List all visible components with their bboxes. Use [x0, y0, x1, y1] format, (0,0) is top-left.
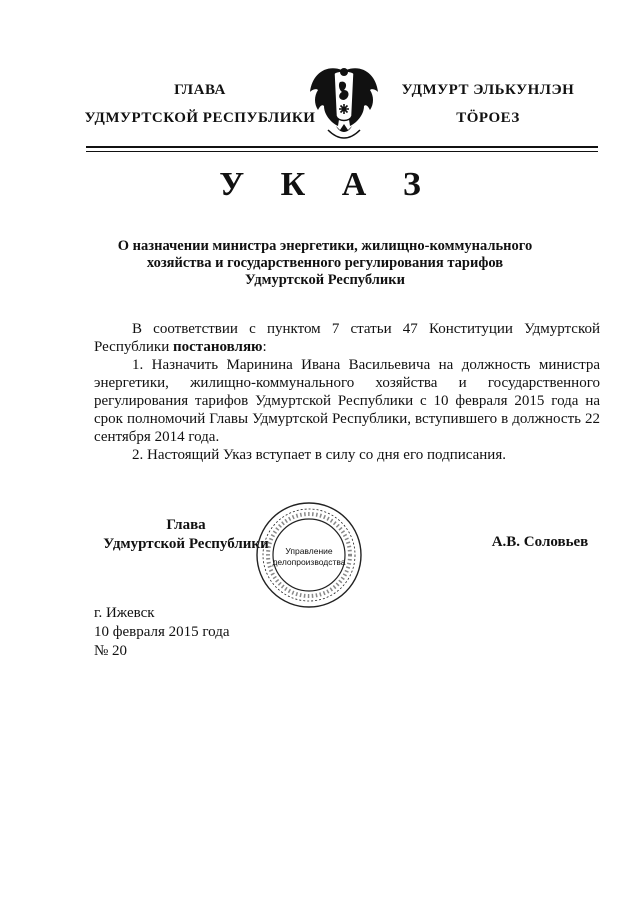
body-paragraph-2: 1. Назначить Маринина Ивана Васильевича на должность министра энергетики, жилищно-коммунального хозяйства и государственного регулирования тарифов Удмуртской Республики с 10 февраля 2015 года на срок полномочий Главы Удмуртской Республики, вступившего в должность 22 сентября 2014 года.	[94, 357, 600, 445]
stamp-inner-line2: делопроизводства	[272, 557, 346, 567]
footer-number: № 20	[94, 643, 128, 659]
subject-line1: О назначении министра энергетики, жилищно-коммунального	[117, 238, 533, 254]
signature-title-line2: Удмуртской Республики	[103, 536, 269, 552]
official-stamp	[254, 500, 364, 610]
document-footer	[94, 604, 230, 661]
footer-city: г. Ижевск	[94, 605, 155, 621]
signatory-name: А.В. Соловьев	[491, 534, 589, 550]
header-right-line2: ТÖРОЕЗ	[456, 110, 520, 126]
signature-title	[96, 516, 276, 554]
header-right	[398, 80, 578, 128]
footer-date: 10 февраля 2015 года	[94, 624, 230, 640]
document-body	[94, 320, 600, 464]
body-paragraph-3: 2. Настоящий Указ вступает в силу со дня его подписания.	[132, 447, 506, 463]
body-paragraph-1-text: В соответствии с пунктом 7 статьи 47 Конституции Удмуртской Республики	[94, 321, 600, 355]
header-rule-thick	[86, 146, 598, 148]
header-right-line1: УДМУРТ ЭЛЬКУНЛЭН	[401, 82, 575, 98]
document-subject	[110, 238, 540, 289]
header-left-line2: УДМУРТСКОЙ РЕСПУБЛИКИ	[84, 110, 316, 126]
subject-line2: хозяйства и государственного регулирования тарифов	[146, 255, 504, 271]
header-left	[70, 80, 330, 128]
header-left-line1: ГЛАВА	[174, 82, 226, 98]
udmurt-coat-of-arms-icon	[306, 60, 382, 142]
body-paragraph-1-bold: постановляю	[173, 339, 263, 355]
subject-line3: Удмуртской Республики	[245, 272, 405, 288]
signature-title-line1: Глава	[166, 517, 206, 533]
stamp-inner-line1: Управление	[285, 546, 333, 556]
body-paragraph-1	[94, 320, 600, 356]
header-rule-thin	[86, 151, 598, 152]
document-title: У К А З	[219, 166, 435, 203]
body-paragraph-1-end: :	[262, 339, 267, 355]
